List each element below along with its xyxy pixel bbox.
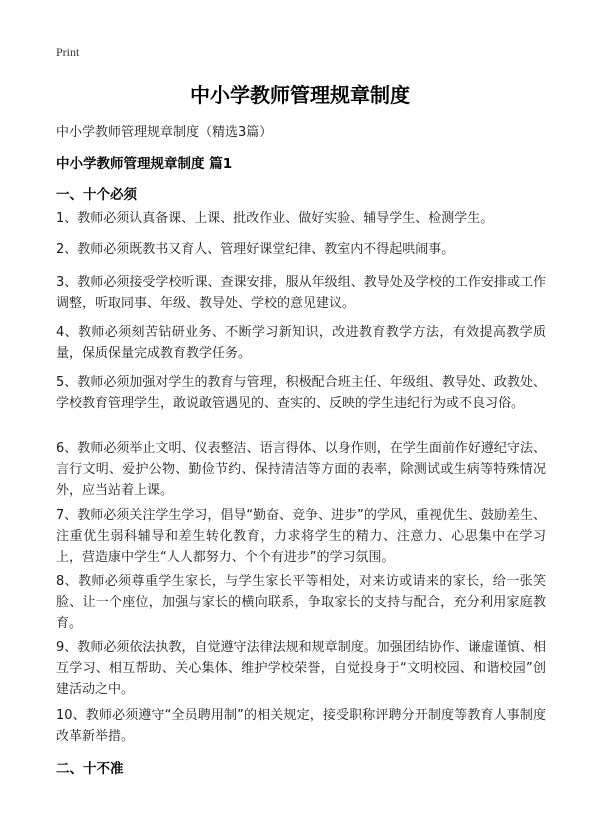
list-item: 4、教师必须刻苦钻研业务、不断学习新知识，改进教育教学方法，有效提高教学质量，保质保量完成教育教学任务。: [56, 325, 546, 361]
list-item: 6、教师必须举止文明、仪表整洁、语言得体、以身作则，在学生面前作好遵纪守法、言行文明、爱护公物、勤俭节约、保持清洁等方面的表率，除测试或生病等特殊情况外，应当站着上课。: [56, 441, 546, 498]
list-item: 2、教师必须既教书又育人、管理好课堂纪律、教室内不得起哄闹事。: [56, 242, 455, 257]
list-item: 5、教师必须加强对学生的教育与管理，积极配合班主任、年级组、教导处、政教处、学校教育管理学生，敢说敢管遇见的、查实的、反映的学生违纪行为或不良习俗。: [56, 375, 546, 411]
list-item: 1、教师必须认真备课、上课、批改作业、做好实验、辅导学生、检测学生。: [56, 211, 494, 226]
section-heading-must: 一、十个必须: [56, 187, 137, 203]
list-item: 8、教师必须尊重学生家长，与学生家长平等相处，对来访或请来的家长，给一张笑脸、让一个座位，加强与家长的横向联系，争取家长的支持与配合，充分利用家庭教育。: [56, 574, 546, 631]
list-item: 3、教师必须接受学校听课、查课安排，服从年级组、教导处及学校的工作安排或工作调整，听取同事、年级、教导处、学校的意见建议。: [56, 275, 546, 311]
document-title: 中小学教师管理规章制度: [190, 83, 410, 107]
article-heading: 中小学教师管理规章制度 篇1: [56, 156, 233, 172]
document-subtitle: 中小学教师管理规章制度（精选3篇）: [56, 125, 273, 140]
list-item: 9、教师必须依法执教，自觉遵守法律法规和规章制度。加强团结协作、谦虚谨慎、相互学习、相互帮助、关心集体、维护学校荣誉，自觉投身于“文明校园、和谐校园”创建活动之中。: [56, 640, 546, 697]
section-heading-must-not: 二、十不准: [56, 761, 124, 777]
print-link[interactable]: Print: [56, 45, 80, 59]
list-item: 10、教师必须遵守“全员聘用制”的相关规定，接受职称评聘分开制度等教育人事制度改革新举措。: [56, 708, 546, 744]
list-item: 7、教师必须关注学生学习，倡导“勤奋、竞争、进步”的学风，重视优生、鼓励差生、注重优生弱科辅导和差生转化教育，力求将学生的精力、注意力、心思集中在学习上，营造康中学生“人人都努力、个个有进步”的学习氛围。: [56, 508, 546, 565]
